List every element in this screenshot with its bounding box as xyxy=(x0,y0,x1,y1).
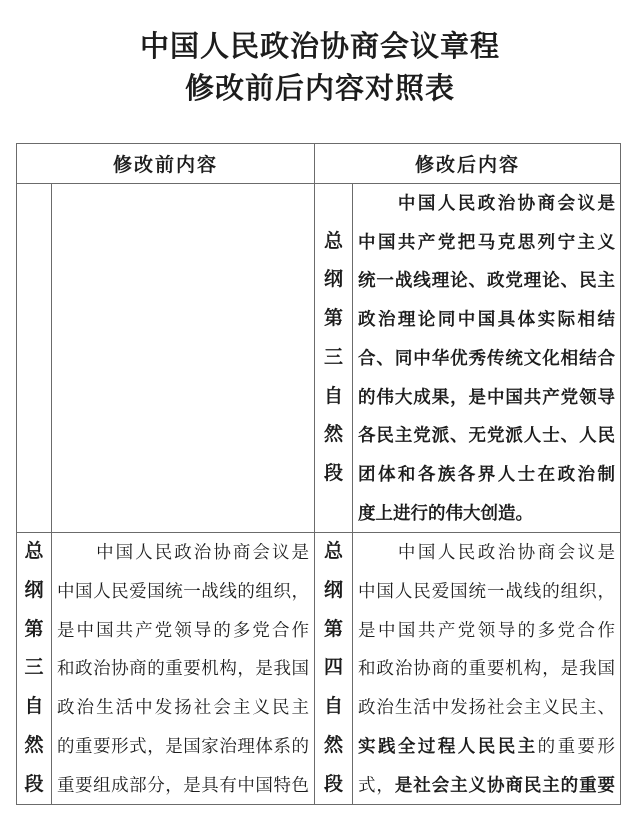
row-label-char: 总 xyxy=(24,541,44,563)
text-line xyxy=(358,416,615,455)
row-label-char: 总 xyxy=(323,541,343,563)
text-line xyxy=(358,572,615,611)
revised-text-run: 是社会主义协商民主的重要 xyxy=(394,774,616,795)
table-row xyxy=(17,533,621,805)
header-before: 修改前内容 xyxy=(17,144,315,184)
text-line xyxy=(57,611,309,650)
row-label-char: 段 xyxy=(24,773,44,795)
row-label-char: 纲 xyxy=(24,580,44,602)
text-line xyxy=(358,649,615,688)
text-run: 重要组成部分，是具有中国特色 xyxy=(57,774,309,795)
text-line xyxy=(358,611,615,650)
revised-text-run: 度上进行的伟大创造。 xyxy=(358,502,533,523)
text-line xyxy=(358,378,615,417)
text-line xyxy=(358,339,615,378)
text-line xyxy=(358,300,615,339)
table-header-row xyxy=(17,144,621,184)
text-line xyxy=(57,533,309,572)
row-label-char: 第 xyxy=(323,308,343,330)
cell-after-content xyxy=(353,184,621,533)
revised-text-run: 实践全过程人民民主 xyxy=(358,735,538,756)
row-label-char: 四 xyxy=(323,657,343,679)
header-after: 修改后内容 xyxy=(315,144,621,184)
text-run: 中国人民政治协商会议是 xyxy=(358,542,615,563)
document-title xyxy=(0,26,640,110)
revised-text-run: 的伟大成果，是中国共产党领导 xyxy=(358,386,615,407)
text-run: 政治生活中发扬社会主义民主、 xyxy=(358,697,615,718)
text-line xyxy=(358,494,615,533)
comparison-table-body xyxy=(17,184,621,805)
row-label-char: 自 xyxy=(323,696,343,718)
text-run: 和政治协商的重要机构，是我国 xyxy=(57,658,309,679)
text-run: 政治生活中发扬社会主义民主 xyxy=(57,697,309,718)
document-title-line2: 修改前后内容对照表 xyxy=(184,73,455,105)
row-label-char: 三 xyxy=(24,657,44,679)
text-line xyxy=(57,572,309,611)
row-label-before xyxy=(17,184,52,533)
text-line xyxy=(358,688,615,727)
text-line xyxy=(358,455,615,494)
revised-text-run: 合、同中华优秀传统文化相结合 xyxy=(358,347,615,368)
row-label-char: 纲 xyxy=(323,580,343,602)
row-label-char: 自 xyxy=(24,696,44,718)
row-label-char: 第 xyxy=(323,618,343,640)
revised-text-run: 政治理论同中国具体实际相结 xyxy=(358,309,615,330)
text-line xyxy=(57,649,309,688)
text-run: 的重要形 xyxy=(537,735,615,756)
text-run: 中国人民爱国统一战线的组织， xyxy=(57,581,309,602)
row-label-after xyxy=(315,184,353,533)
revised-text-run: 团体和各族各界人士在政治制 xyxy=(358,463,615,484)
text-run: 式， xyxy=(358,774,395,795)
text-line xyxy=(57,688,309,727)
text-line xyxy=(358,533,615,572)
row-label-char: 总 xyxy=(323,230,343,252)
row-label-char: 然 xyxy=(323,424,343,446)
row-label-char: 然 xyxy=(323,734,343,756)
row-label-after xyxy=(315,533,353,805)
table-row xyxy=(17,184,621,533)
row-label-char: 纲 xyxy=(323,269,343,291)
text-line xyxy=(57,727,309,766)
text-run: 中国人民政治协商会议是 xyxy=(57,542,309,563)
text-run: 的重要形式，是国家治理体系的 xyxy=(57,735,309,756)
cell-before-content xyxy=(52,184,315,533)
row-label-char: 第 xyxy=(24,618,44,640)
document-title-line1: 中国人民政治协商会议章程 xyxy=(139,31,500,63)
text-run: 中国人民爱国统一战线的组织， xyxy=(358,581,615,602)
revised-text-run: 各民主党派、无党派人士、人民 xyxy=(358,425,615,446)
text-run: 和政治协商的重要机构，是我国 xyxy=(358,658,615,679)
row-label-char: 三 xyxy=(323,346,343,368)
row-label-char: 自 xyxy=(323,385,343,407)
text-line xyxy=(358,766,615,805)
comparison-table xyxy=(16,143,621,805)
revised-text-run: 中国共产党把马克思列宁主义 xyxy=(358,231,615,252)
text-run: 是中国共产党领导的多党合作 xyxy=(358,619,615,640)
text-line xyxy=(358,184,615,223)
row-label-char: 然 xyxy=(24,734,44,756)
cell-after-content xyxy=(353,533,621,805)
row-label-before xyxy=(17,533,52,805)
text-line xyxy=(358,223,615,262)
revised-text-run: 中国人民政治协商会议是 xyxy=(358,193,615,213)
row-label-char: 段 xyxy=(323,462,343,484)
text-line xyxy=(358,727,615,766)
text-run: 是中国共产党领导的多党合作 xyxy=(57,619,309,640)
cell-before-content xyxy=(52,533,315,805)
revised-text-run: 统一战线理论、政党理论、民主 xyxy=(358,270,615,291)
row-label-char: 段 xyxy=(323,773,343,795)
text-line xyxy=(358,261,615,300)
text-line xyxy=(57,766,309,805)
